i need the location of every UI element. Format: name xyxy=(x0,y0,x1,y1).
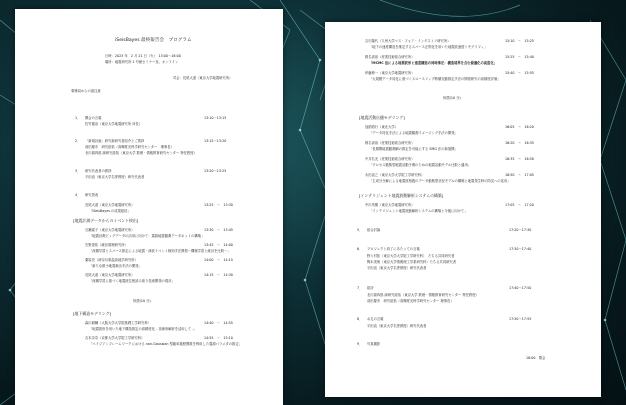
talk-title: 「主成分分解による地震波相殺のデータ動態型状況モデルの構築と地震発生時の防災への応用」 xyxy=(369,179,511,183)
item-person: 陶本美朗（東京大学情報理工学系研究科）たちる共同研究者 xyxy=(367,260,457,264)
item-num: 1． xyxy=(75,116,81,120)
talk-time: 14:15 〜 14:30 xyxy=(204,273,233,277)
talk-speaker: 吉川隆代（九州大学マス・フォア・インダストリ研究所） xyxy=(365,39,451,43)
talk-title: 「大規模データ同化に基づくスロースリップ断層変動推定手法の開発研究の高精度評価」 xyxy=(369,77,501,81)
item-talk-title: 「iSeisBayes の成果総括」 xyxy=(89,209,131,213)
talk-speaker: 加納将行（東北大学） xyxy=(365,125,398,129)
talk-title: 「データ同化手法による地震観測イメージング手法の開発」 xyxy=(369,131,458,135)
item-person: 平田直（東京大学名誉教授）研究代表者 xyxy=(367,266,427,270)
item-time: 13:25 〜 13:30 xyxy=(204,203,233,207)
program-title: iSeisBayes 最終報告会 プログラム xyxy=(115,38,192,43)
item-title: お礼の言葉 xyxy=(367,317,384,321)
talk-title: 「深層学習に基づく地震波位相読み取り技術開発の現状」 xyxy=(89,279,175,283)
item-num: 2． xyxy=(75,139,81,143)
talk-time: 15:10 〜 15:25 xyxy=(505,39,534,43)
event-datetime: 日時：2023 年 2 月 21 日（火） 13:00〜18:00 xyxy=(105,54,181,58)
item-num: 9． xyxy=(357,342,363,346)
item-title: 開会の言葉 xyxy=(85,116,102,120)
talk-time: 16:20 〜 16:35 xyxy=(505,141,534,145)
talk-title: 「深層学習とスパース推定による地震・津波イベント検知手法開発〜機械学習と統計を比較〜」 xyxy=(89,249,231,253)
item-title: 総合討論 xyxy=(367,228,381,232)
item-num: 6． xyxy=(357,247,363,251)
talk-time: 15:25 〜 15:40 xyxy=(505,55,534,59)
item-person: 平田直（東京大学名誉教授）研究代表者 xyxy=(367,324,427,328)
item-time: 17:20〜17:30 xyxy=(509,228,532,232)
item-title: 「新規計画」研究新研究者紹介とご挨拶 xyxy=(85,139,145,143)
closing-line: 18:00 閉会 xyxy=(526,356,546,360)
office-notice: 事務局からの諸注意 xyxy=(71,89,101,93)
item-num: 4． xyxy=(75,193,81,197)
item-time: 13:10〜13:15 xyxy=(204,116,227,120)
talk-time: 16:50 〜 17:05 xyxy=(505,173,534,177)
program-page-1 xyxy=(15,9,283,405)
event-venue: 場所：地震研究所 1 号館セミナー室、オンライン xyxy=(105,60,179,64)
talk-speaker: 森川耕輔（大阪大学大学院基礎工学研究科） xyxy=(85,321,151,325)
talk-title: 「地震計測ビッグデータの活用に向けて：震源地震観測データネットの構築」 xyxy=(89,234,205,238)
talk-time: 14:55 〜 15:10 xyxy=(204,336,233,340)
talk-title: 「地下の速度構造を推定するスパース正則化を用いた地震波速度トモグラフィ」 xyxy=(369,45,488,49)
break-label: 休憩(10 分) xyxy=(133,299,151,303)
item-title: 研究発表 xyxy=(85,193,99,197)
talk-time: 13:30 〜 13:45 xyxy=(204,228,233,232)
item-person: 前田慶市 研究総括（高輝度光科学研究センター 理事長） xyxy=(85,145,174,149)
talk-speaker: 矢野恵佑（統計数理研究所） xyxy=(85,243,128,247)
talk-time: 15:40 〜 15:55 xyxy=(505,71,534,75)
talk-title: 「ベイジアンフレームワークにおける non-Gaussian 型確率過程関数を利用した震源パラメタの推定」 xyxy=(89,342,242,346)
item-person: 平田直（東京大学名誉教授）研究代表者 xyxy=(85,175,145,179)
talk-speaker: 伊藤伸一（東京大学地震研究所） xyxy=(365,71,415,75)
talk-speaker: 永田直之（東京大学大学院工学研究科） xyxy=(365,173,425,177)
talk-time: 16:05 〜 16:20 xyxy=(505,125,534,129)
section-heading: [地震活動伝播モデリング] xyxy=(359,115,405,120)
talk-speaker: 石瀬素子（東京大学地震研究所） xyxy=(85,228,135,232)
item-num: 3． xyxy=(75,169,81,173)
talk-speaker: 椎名高裕（産業技術総合研究所） xyxy=(365,55,415,59)
talk-speaker: 栗原亮（神奈川県温泉地学研究所） xyxy=(85,258,138,262)
talk-title: 「地震波形を用いた地下構造推定の高精度化 - 非線形解析を活用して -」 xyxy=(89,327,197,331)
item-time: 17:50〜17:55 xyxy=(509,317,532,321)
item-person: 前田慶市 研究総括（高輝度光科学研究センター 理事長） xyxy=(367,299,454,303)
talk-time: 14:40 〜 14:55 xyxy=(204,321,233,325)
talk-speaker: 長尾大道（東京大学地震研究所） xyxy=(85,273,135,277)
item-title: 研究代表者の挨拶 xyxy=(85,169,112,173)
item-title: 写真撮影 xyxy=(367,342,381,346)
program-page-2 xyxy=(325,22,601,397)
moderator: 司会：長尾大道（東京大学地震研究所） xyxy=(173,76,233,80)
item-num: 7． xyxy=(357,286,363,290)
item-time: 17:40〜17:50 xyxy=(509,286,532,290)
talk-time: 14:00 〜 14:15 xyxy=(204,258,233,262)
section-heading: [インテリジェント地震波動解析システムの構築] xyxy=(359,193,444,198)
talk-title: 「新たな微小地震検出手法の開発」 xyxy=(89,264,142,268)
talk-speaker: 中井弘光（産業技術総合研究所） xyxy=(365,157,415,161)
talk-title: 「長期間地震観測網の推定を可能にする SMG 法の新展開」 xyxy=(369,147,458,151)
talk-title: 「プロセス動態型地震活動予測のための地震活動モデル比較と適用」 xyxy=(369,163,472,167)
talk-speaker: 中川茂樹（東京大学地震研究所） xyxy=(365,203,415,207)
item-num: 8． xyxy=(357,317,363,321)
item-time: 13:15〜13:20 xyxy=(204,139,227,143)
item-time: 13:20〜13:25 xyxy=(204,169,227,173)
talk-time: 17:05 〜 17:20 xyxy=(505,203,534,207)
talk-speaker: 椎名高裕（産業技術総合研究所） xyxy=(365,141,415,145)
item-person: 野々村拓（東京大学大学院工学研究科） たちる共同研究者 xyxy=(367,254,455,258)
talk-time: 13:45 〜 14:00 xyxy=(204,243,233,247)
talk-title: 「MCMC 法による地震波形と速度構造の同時推定：構造境界を含む最適化の高度化」 xyxy=(369,61,497,65)
section-heading: [地震計測データからのイベント検出] xyxy=(73,218,139,223)
item-person: 北川源四郎 副研究総括（東京大学 数理・情報教育研究センター 特任教授） xyxy=(367,293,479,297)
item-person: 長尾大道（東京大学地震研究所） xyxy=(85,203,135,207)
break-label: 休憩(10 分) xyxy=(443,96,461,100)
item-title: プロジェクト終了にあたっての言葉 xyxy=(367,247,420,251)
talk-title: 「インテリジェント地震波動解析システムの構築と今後に向けて」 xyxy=(369,209,468,213)
talk-speaker: 吉本奈奈（京都大学大学院工学研究科） xyxy=(85,336,145,340)
item-num: 5． xyxy=(357,228,363,232)
item-title: 総評 xyxy=(367,286,374,290)
item-time: 17:30〜17:40 xyxy=(509,247,532,251)
item-person: 佐竹健治（東京大学地震研究所 所長） xyxy=(85,122,143,126)
talk-time: 16:35 〜 16:50 xyxy=(505,157,534,161)
item-person: 北川源四郎 副研究総括（東京大学 数理・情報教育研究センター 特任教授） xyxy=(85,151,197,155)
section-heading: [地下構造モデリング] xyxy=(73,311,111,316)
